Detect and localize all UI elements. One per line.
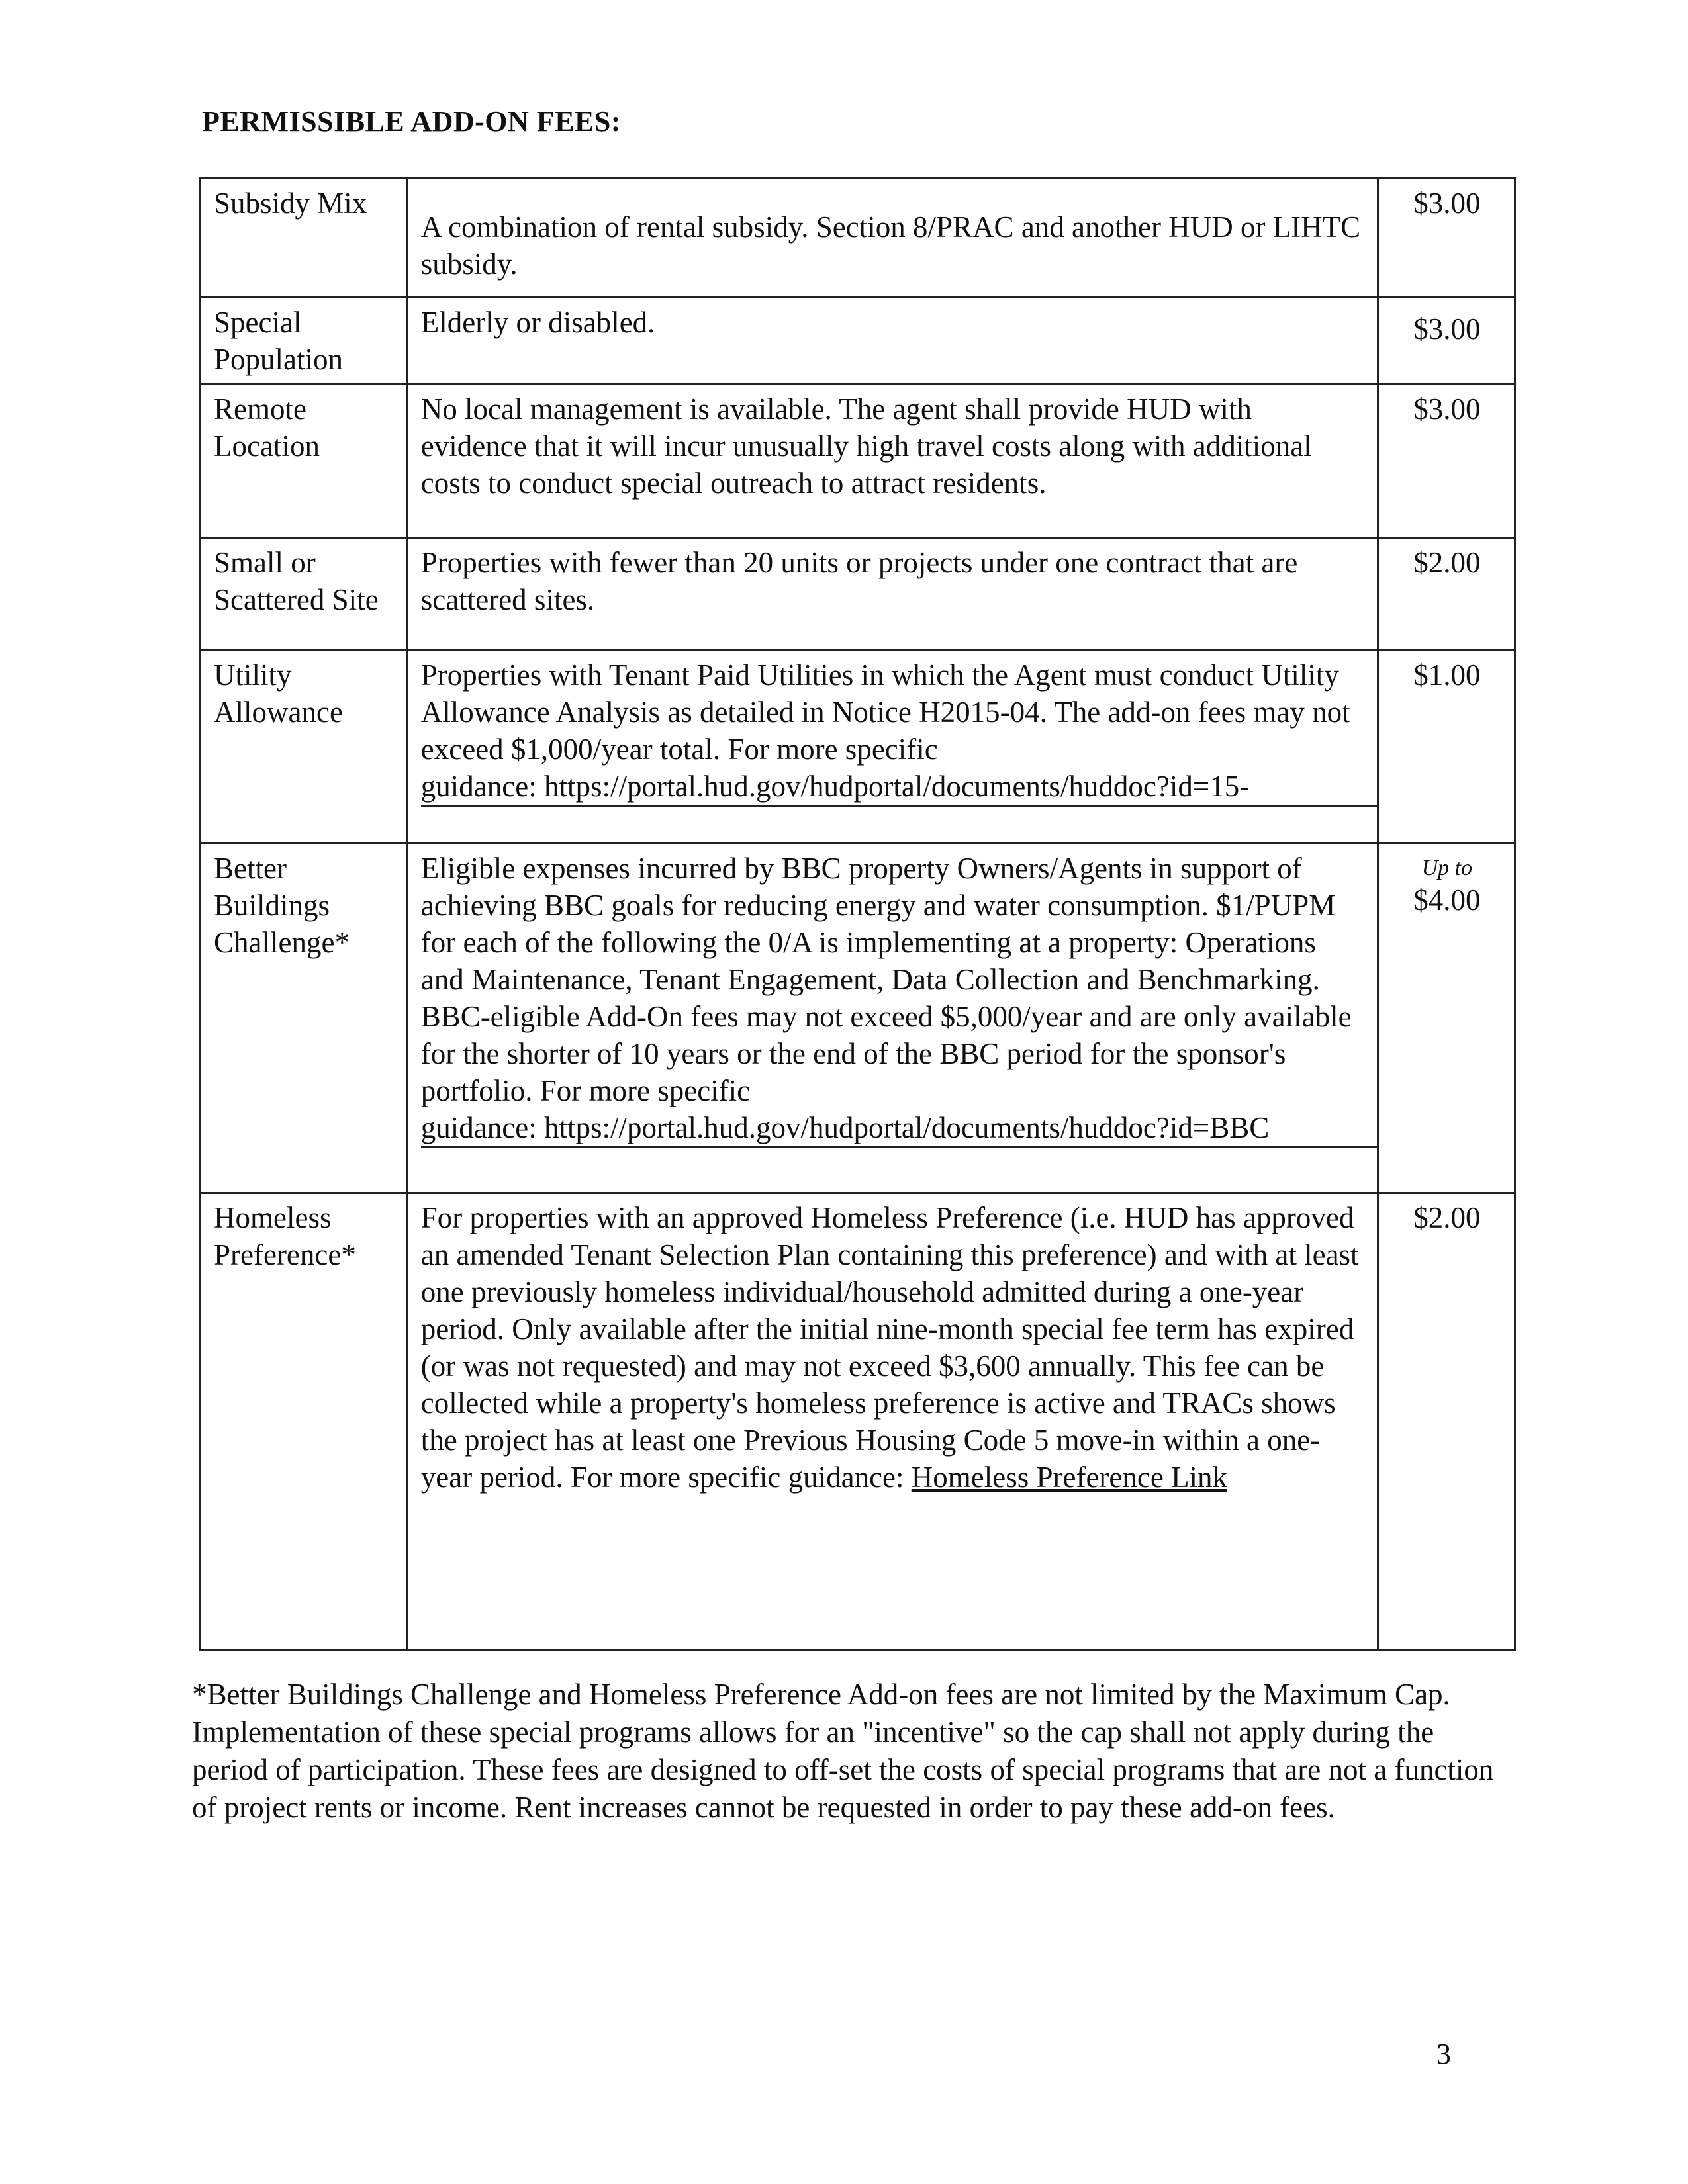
fee-type: Special Population: [200, 298, 407, 385]
table-row: [200, 298, 1515, 385]
fee-type: Utility Allowance: [200, 651, 407, 844]
description-text: For properties with an approved Homeless Preference (i.e. HUD has approved an amended Tenant Selection Plan containing this preference) and with at least one previously homeless individual/household admitted during a one-year period. Only available after the initial nine-month special fee term has expired (or was not requested) and may not exceed $3,600 annually. This fee can be collected while a property's homeless preference is active and TRACs shows the project has at least one Previous Housing Code 5 move-in within a one-year period. For more specific guidance:: [420, 1201, 1359, 1494]
table-row: [200, 538, 1515, 651]
homeless-preference-link[interactable]: Homeless Preference Link: [911, 1461, 1228, 1494]
fee-type: Better Buildings Challenge*: [200, 844, 407, 1193]
page-number: 3: [1436, 2038, 1451, 2070]
table-row: [200, 385, 1515, 538]
guidance-url[interactable]: guidance: https://portal.hud.gov/hudportal/documents/huddoc?id=BBC: [421, 1109, 1377, 1148]
fee-amount: [1378, 844, 1515, 1193]
fee-type: Homeless Preference*: [200, 1193, 407, 1650]
fee-amount: [1378, 298, 1515, 385]
fee-description: Elderly or disabled.: [406, 298, 1378, 385]
fee-description: [406, 1193, 1378, 1650]
table-row: [200, 179, 1515, 298]
fee-type: Small or Scattered Site: [200, 538, 407, 651]
fee-amount: $2.00: [1378, 538, 1515, 651]
add-on-fees-table: [199, 177, 1516, 1651]
fee-description: Properties with fewer than 20 units or projects under one contract that are scattered sites.: [406, 538, 1378, 651]
fee-amount: $3.00: [1378, 179, 1515, 298]
table-row: [200, 844, 1515, 1193]
fee-description: No local management is available. The agent shall provide HUD with evidence that it will incur unusually high travel costs along with additional costs to conduct special outreach to attract residents.: [406, 385, 1378, 538]
fee-amount: $3.00: [1378, 385, 1515, 538]
fee-amount: $2.00: [1378, 1193, 1515, 1650]
fee-description: [406, 844, 1378, 1193]
fee-description: [406, 651, 1378, 844]
fee-value: $3.00: [1413, 312, 1481, 345]
description-text: Eligible expenses incurred by BBC property Owners/Agents in support of achieving BBC goals for reducing energy and water consumption. $1/PUPM for each of the following the 0/A is implementing at a property: Operations and Maintenance, Tenant Engagement, Data Collection and Benchmarking. BBC-eligible Add-On fees may not exceed $5,000/year and are only available for the shorter of 10 years or the end of the BBC period for the sponsor's portfolio. For more specific: [420, 852, 1352, 1107]
description-text: Properties with Tenant Paid Utilities in which the Agent must conduct Utility Allowance Analysis as detailed in Notice H2015-04. The add-on fees may not exceed $1,000/year total. For more specific: [420, 659, 1350, 766]
fee-prefix: Up to: [1421, 856, 1473, 880]
footnote: *Better Buildings Challenge and Homeless Preference Add-on fees are not limited by the Maximum Cap. Implementation of these special programs allows for an "incentive" so the cap shall not apply during the period of participation. These fees are designed to off-set the costs of special programs that are not a function of project rents or income. Rent increases cannot be requested in order to pay these add-on fees.: [192, 1678, 1494, 1824]
fee-type: Remote Location: [200, 385, 407, 538]
guidance-url[interactable]: guidance: https://portal.hud.gov/hudportal/documents/huddoc?id=15-: [421, 768, 1377, 807]
fee-description: [406, 179, 1378, 298]
table-row: [200, 1193, 1515, 1650]
fee-value: $4.00: [1413, 884, 1481, 917]
fee-type: Subsidy Mix: [200, 179, 407, 298]
description-text: A combination of rental subsidy. Section 8/PRAC and another HUD or LIHTC subsidy.: [420, 210, 1361, 281]
fee-amount: $1.00: [1378, 651, 1515, 844]
table-row: [200, 651, 1515, 844]
section-heading: PERMISSIBLE ADD-ON FEES:: [202, 105, 622, 138]
